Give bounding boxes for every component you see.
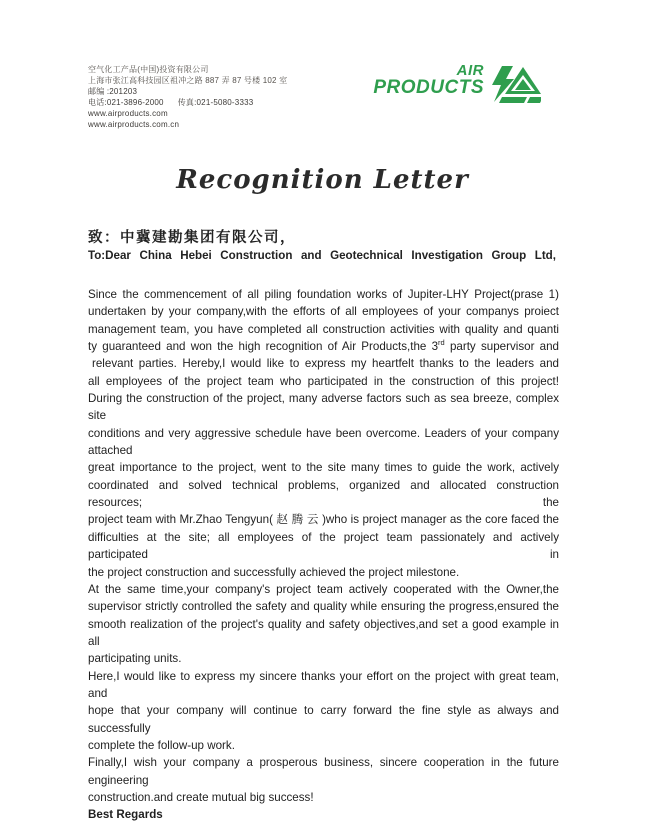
body-line: supervisor strictly controlled the safety and quality while ensuring the progress,ensured the (88, 600, 559, 614)
addressee-english: To:Dear China Hebei Construction and Geotechnical Investigation Group Ltd, (88, 249, 556, 262)
body-line: participating units. (88, 652, 182, 666)
company-address: 上海市张江高科技园区祖冲之路 887 弄 87 号楼 102 室 (88, 76, 288, 85)
closing-salutation: Best Regards (88, 808, 163, 822)
letter-body (88, 286, 559, 824)
logo-word-air: AIR (456, 62, 484, 79)
ordinal-superscript: rd (438, 338, 445, 348)
addressee-chinese: 致：中冀建勘集团有限公司， (88, 229, 296, 246)
body-line: management team, you have completed all construction activities with quality and quanti (88, 322, 559, 336)
company-website: www.airproducts.com (88, 109, 168, 118)
body-line: undertaken by your company,with the efforts of all employees of your companys proiect (88, 305, 559, 319)
letter-title: Recognition Letter (176, 165, 469, 195)
body-line: At the same time,your company's project team actively cooperated with the Owner,the (88, 582, 559, 596)
air-products-logo (373, 64, 541, 105)
body-line: coordinated and solved technical problems, organized and allocated construction resources; the (88, 478, 559, 510)
body-line: Here,I would like to express my sincere thanks your effort on the project with great team, and (88, 669, 559, 700)
body-line: all employees of the project team who participated in the construction of this project! (88, 374, 559, 388)
logo-word-products: PRODUCTS (373, 77, 484, 98)
body-line: conditions and very aggressive schedule have been overcome. Leaders of your company attached (88, 426, 559, 458)
body-line: relevant parties. Hereby,I would like to express my heartfelt thanks to the leaders and (92, 357, 559, 371)
body-line: Finally,I wish your company a prosperous business, sincere cooperation in the future engineering (88, 756, 559, 787)
body-line: Since the commencement of all piling foundation works of Jupiter-LHY Project(prase 1) (88, 288, 559, 301)
body-line: project team with Mr.Zhao Tengyun( 赵 腾 云 )who is project manager as the core faced the (88, 513, 559, 527)
body-line-text: party supervisor and (444, 340, 559, 354)
body-line: difficulties at the site; all employees of the project team passionately and actively participated in (88, 530, 559, 562)
body-line: great importance to the project, went to the site many times to guide the work, actively (88, 461, 559, 475)
body-line-text: ty guaranteed and won the high recognition of Air Products,the 3 (88, 340, 439, 354)
body-line: construction.and create mutual big success! (88, 790, 314, 804)
body-line: the project construction and successfully achieved the project milestone. (88, 565, 460, 579)
company-website-cn: www.airproducts.com.cn (88, 120, 180, 129)
body-line: complete the follow-up work. (88, 738, 235, 752)
body-line: hope that your company will continue to carry forward the fine style as always and successfully (88, 704, 559, 735)
body-line (88, 338, 559, 355)
company-tel: 电话:021-3896-2000 (88, 98, 164, 107)
company-fax: 传真:021-5080-3333 (177, 98, 254, 107)
body-line: During the construction of the project, many adverse factors such as sea breeze, complex site (88, 392, 559, 423)
body-line: smooth realization of the project's quality and safety objectives,and set a good example in all (88, 617, 559, 648)
air-products-logo-text (373, 64, 484, 97)
company-name-cn: 空气化工产品(中国)投资有限公司 (88, 65, 209, 74)
company-tel-fax (88, 97, 287, 108)
company-contact-block (88, 64, 287, 130)
company-zip: 邮编 :201203 (88, 87, 138, 96)
air-products-triangle-icon (489, 65, 541, 105)
